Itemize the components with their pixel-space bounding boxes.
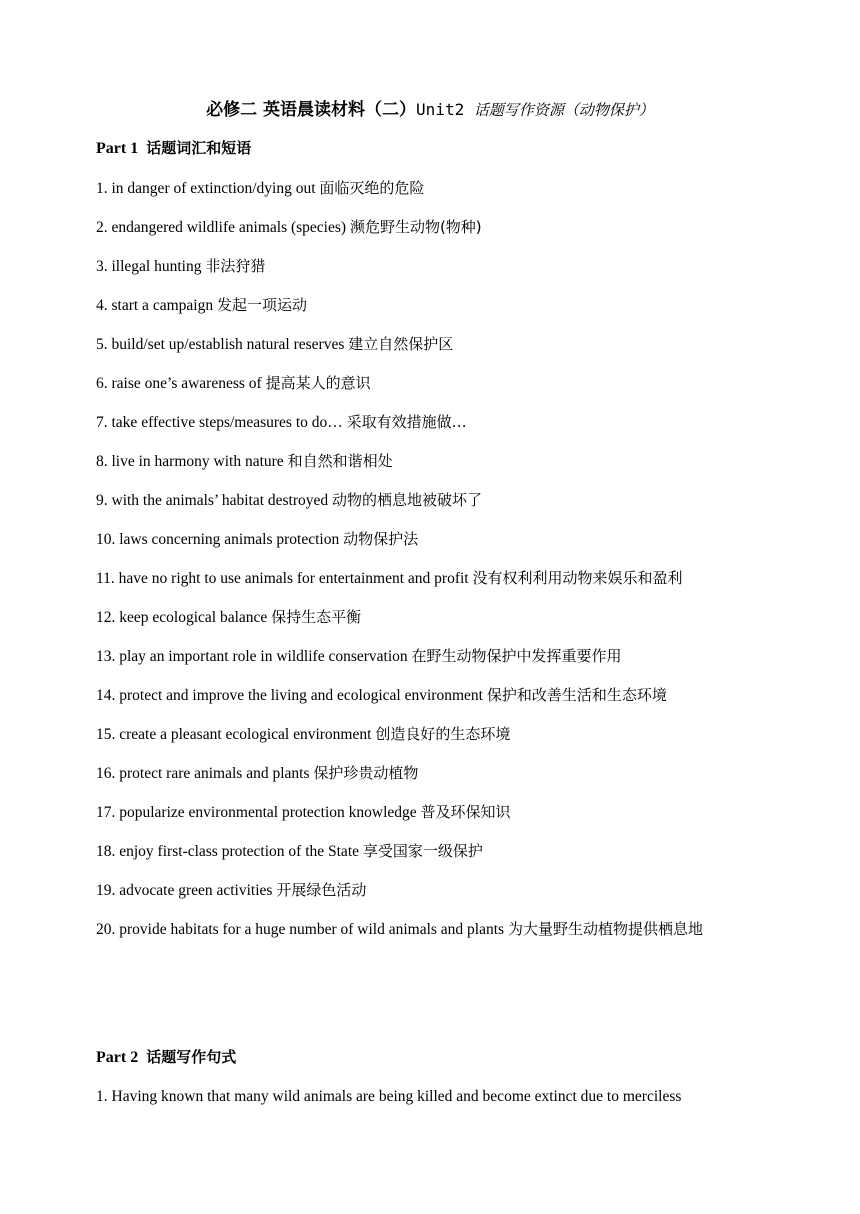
vocab-en: 13. play an important role in wildlife conservation [96, 648, 412, 665]
vocab-cn: 为大量野生动植物提供栖息地 [507, 920, 703, 938]
vocab-item [96, 332, 772, 357]
vocab-en: 15. create a pleasant ecological environment [96, 726, 376, 743]
vocab-item [96, 215, 772, 240]
vocab-item [96, 254, 772, 279]
vocabulary-list [96, 176, 772, 956]
vocab-en: 4. start a campaign [96, 297, 217, 314]
title-unit: Unit2 [416, 100, 474, 119]
vocab-cn: 发起一项运动 [216, 296, 307, 314]
vocab-cn: 享受国家一级保护 [362, 842, 483, 860]
document-title [0, 95, 860, 120]
vocab-en: 9. with the animals’ habitat destroyed [96, 492, 333, 509]
vocab-en: 2. endangered wildlife animals (species) [96, 219, 350, 236]
vocab-cn: 动物的栖息地被破坏了 [332, 491, 483, 509]
vocab-cn: 开展绿色活动 [276, 881, 367, 899]
vocab-en: 7. take effective steps/measures to do… [96, 414, 347, 431]
sentence-item: 1. Having known that many wild animals are being killed and become extinct due to merciless [96, 1088, 682, 1105]
title-subtitle: 话题写作资源（动物保护） [473, 101, 654, 119]
vocab-cn: 没有权利利用动物来娱乐和盈利 [472, 569, 683, 587]
vocab-en: 3. illegal hunting [96, 258, 206, 275]
vocab-cn: 和自然和谐相处 [287, 452, 393, 470]
vocab-cn: 建立自然保护区 [348, 335, 454, 353]
vocab-item [96, 371, 772, 396]
vocab-item [96, 410, 772, 435]
sentence-list [96, 1084, 772, 1109]
vocab-en: 12. keep ecological balance [96, 609, 272, 626]
vocab-cn: 普及环保知识 [420, 803, 511, 821]
vocab-en: 10. laws concerning animals protection [96, 531, 344, 548]
vocab-item [96, 761, 772, 786]
part2-label: Part 2 [96, 1049, 139, 1066]
vocab-cn: 在野生动物保护中发挥重要作用 [411, 647, 622, 665]
vocab-cn: 采取有效措施做… [346, 413, 467, 431]
part1-title: 话题词汇和短语 [146, 139, 252, 157]
vocab-en: 18. enjoy first-class protection of the State [96, 843, 363, 860]
vocab-item [96, 839, 772, 864]
vocab-cn: 保护和改善生活和生态环境 [486, 686, 667, 704]
vocab-en: 14. protect and improve the living and ecological environment [96, 687, 487, 704]
vocab-item [96, 917, 772, 942]
vocab-cn: 濒危野生动物(物种) [349, 218, 482, 236]
vocab-item [96, 722, 772, 747]
vocab-en: 19. advocate green activities [96, 882, 277, 899]
vocab-en: 11. have no right to use animals for entertainment and profit [96, 570, 473, 587]
part1-heading [96, 137, 251, 158]
vocab-item [96, 605, 772, 630]
vocab-en: 17. popularize environmental protection knowledge [96, 804, 421, 821]
vocab-item [96, 449, 772, 474]
vocab-en: 5. build/set up/establish natural reserves [96, 336, 349, 353]
vocab-item [96, 644, 772, 669]
vocab-item [96, 683, 772, 708]
vocab-cn: 动物保护法 [343, 530, 419, 548]
vocab-cn: 保持生态平衡 [271, 608, 362, 626]
vocab-item [96, 293, 772, 318]
vocab-en: 1. in danger of extinction/dying out [96, 180, 320, 197]
title-main: 必修二 英语晨读材料（二） [206, 100, 417, 120]
part2-title: 话题写作句式 [146, 1048, 237, 1066]
vocab-item [96, 800, 772, 825]
vocab-en: 20. provide habitats for a huge number of wild animals and plants [96, 921, 508, 938]
vocab-cn: 非法狩猎 [205, 257, 266, 275]
vocab-item [96, 566, 772, 591]
vocab-cn: 面临灭绝的危险 [319, 179, 425, 197]
vocab-item [96, 878, 772, 903]
part1-label: Part 1 [96, 140, 139, 157]
vocab-en: 6. raise one’s awareness of [96, 375, 266, 392]
vocab-cn: 保护珍贵动植物 [313, 764, 419, 782]
vocab-cn: 创造良好的生态环境 [375, 725, 511, 743]
vocab-en: 16. protect rare animals and plants [96, 765, 314, 782]
part2-heading [96, 1046, 236, 1067]
vocab-cn: 提高某人的意识 [265, 374, 371, 392]
vocab-item [96, 176, 772, 201]
vocab-item [96, 488, 772, 513]
vocab-item [96, 527, 772, 552]
vocab-en: 8. live in harmony with nature [96, 453, 288, 470]
